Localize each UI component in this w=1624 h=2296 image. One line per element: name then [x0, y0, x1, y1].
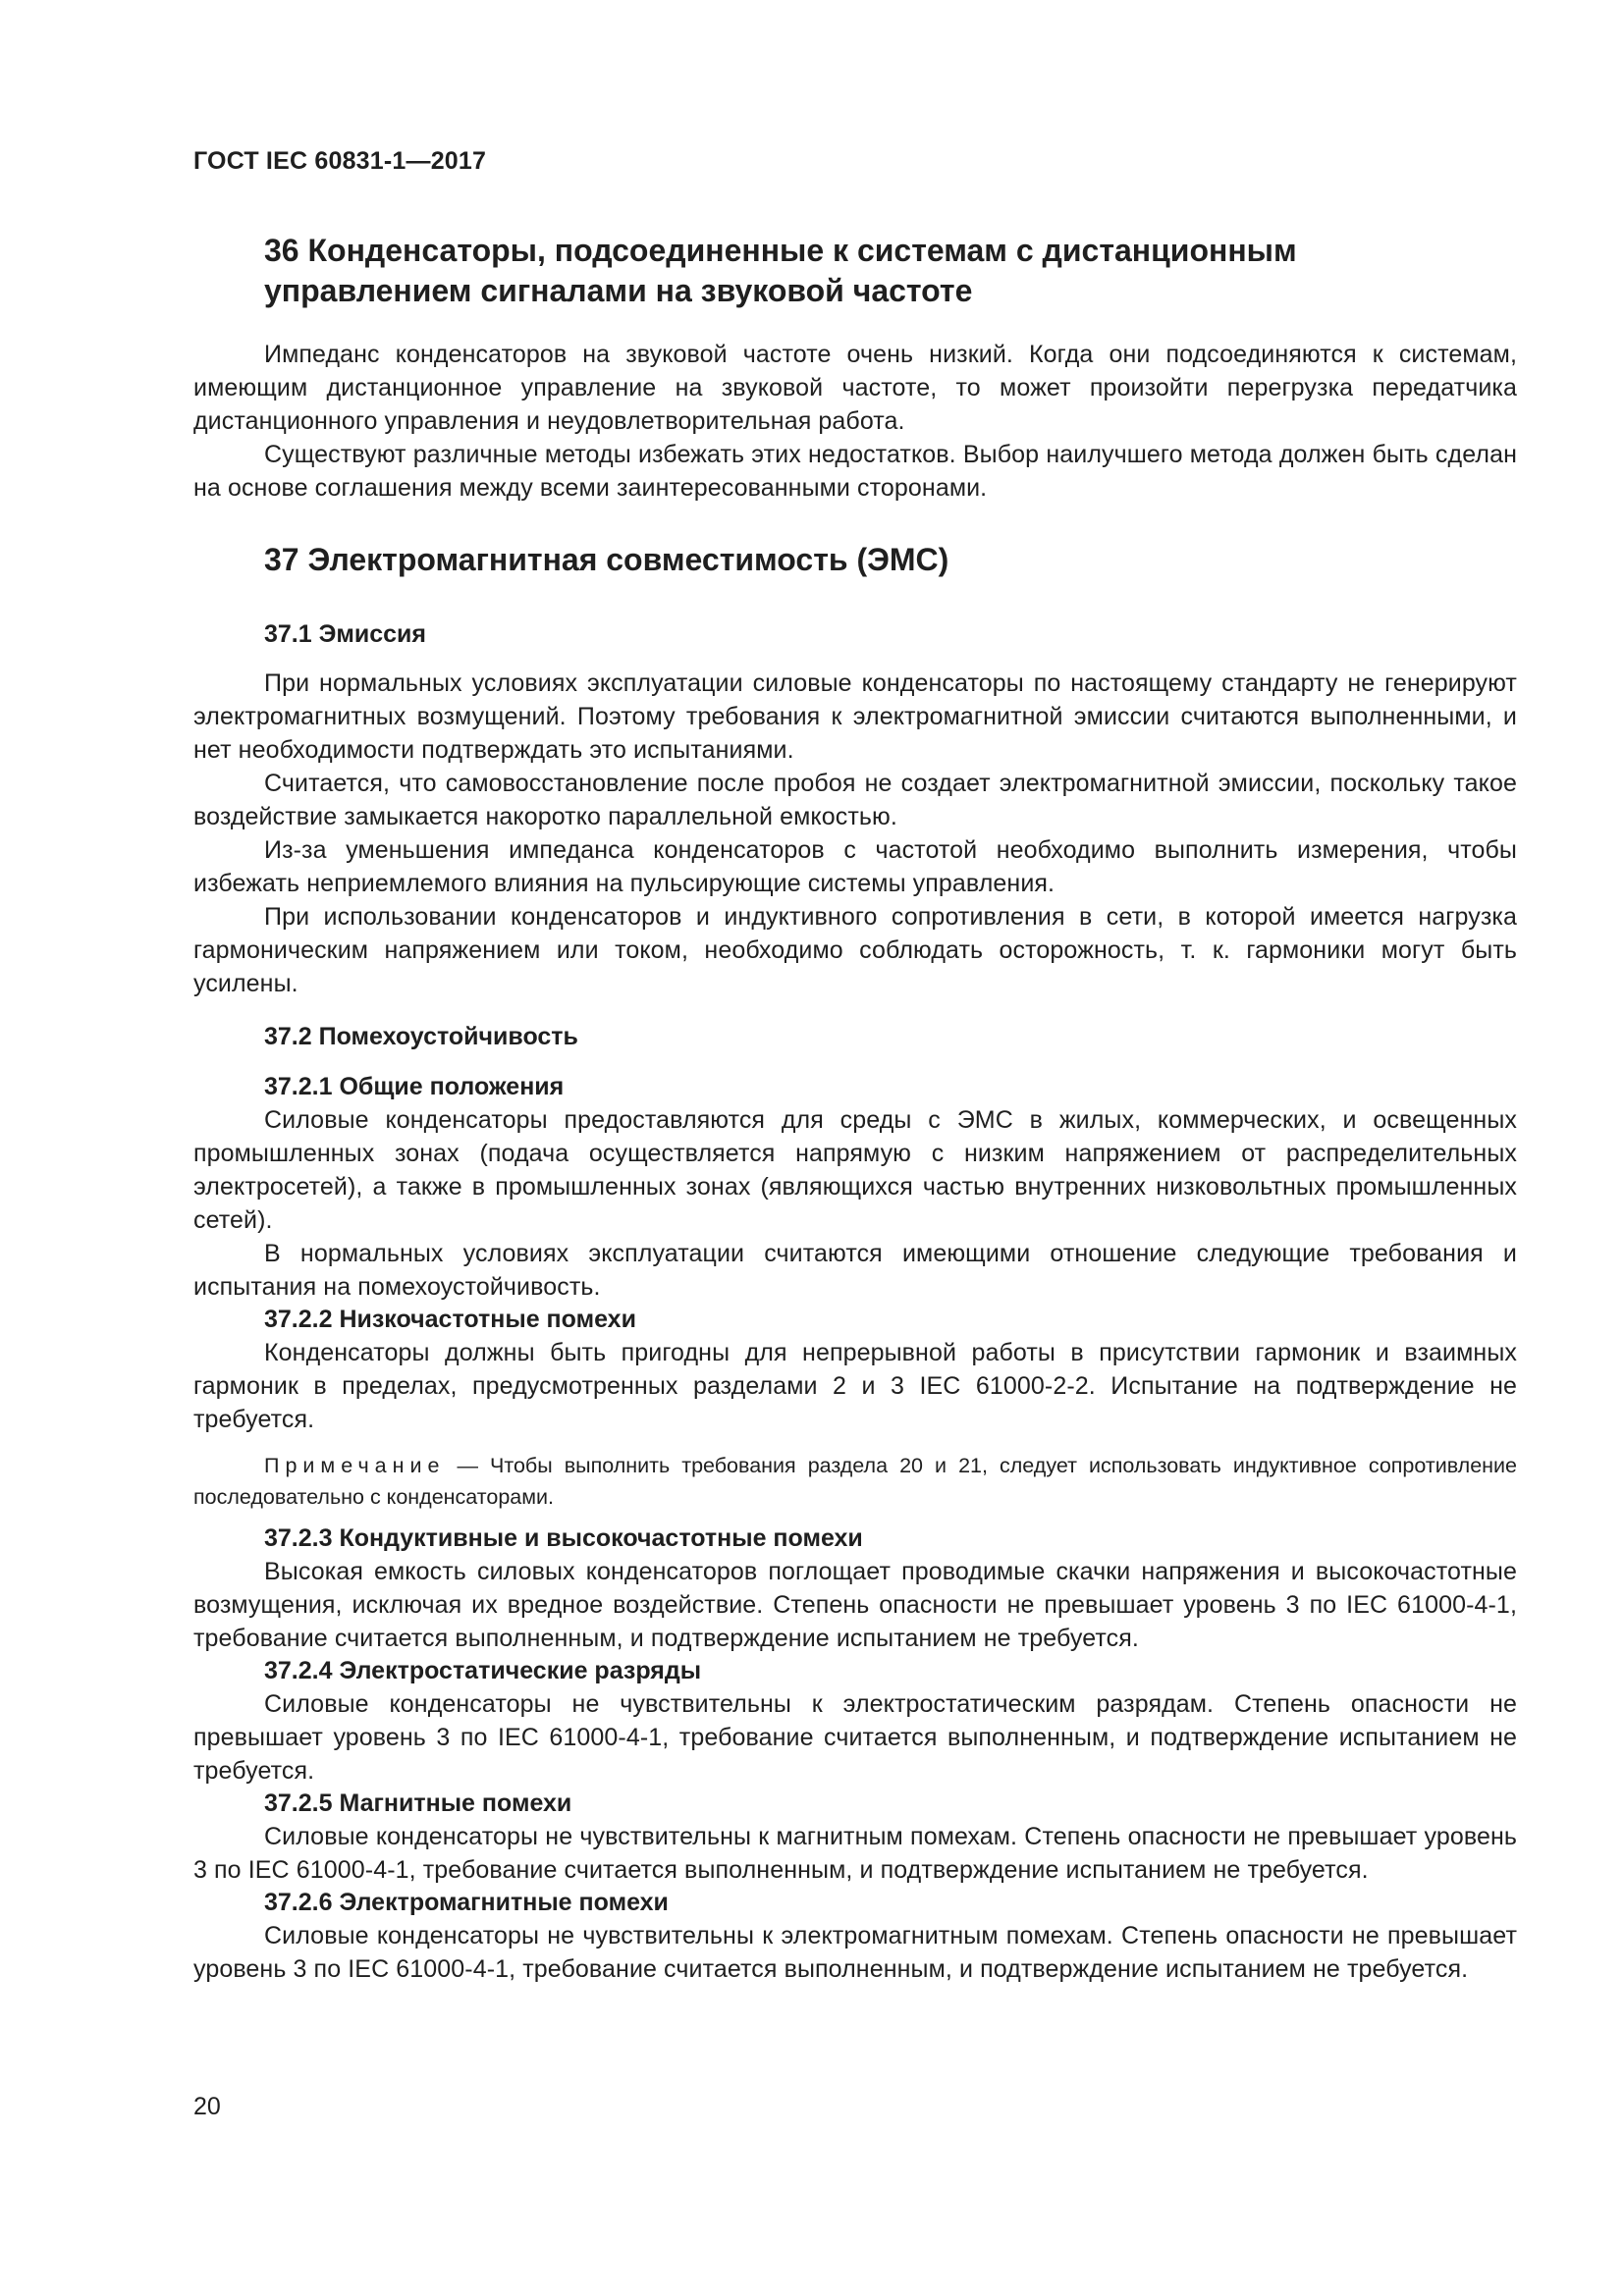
section-37-2-1-paragraph: Силовые конденсаторы предоставляются для среды с ЭМС в жилых, коммерческих, и освещенных промышленных зонах (подача осуществляется напрямую с низким напряжением от распределительных электросетей), а также в промышленных зонах (являющихся частью внутренних низковольтных промышленных сетей). — [193, 1106, 1517, 1234]
section-37-2-1-title: 37.2.1 Общие положения — [264, 1073, 565, 1100]
section-37-2-3-title: 37.2.3 Кондуктивные и высокочастотные помехи — [264, 1524, 863, 1552]
section-37-title: 37 Электромагнитная совместимость (ЭМС) — [264, 542, 949, 577]
note-text: — Чтобы выполнить требования раздела 20 и 21, следует использовать индуктивное сопротивление последовательно с конденсаторами. — [193, 1454, 1517, 1509]
section-37-2-6-paragraph: Силовые конденсаторы не чувствительны к электромагнитным помехам. Степень опасности не превышает уровень 3 по IEC 61000-4-1, требование считается выполненным, и подтверждение испытанием не требуется. — [193, 1922, 1517, 1983]
section-37-2-6-title: 37.2.6 Электромагнитные помехи — [264, 1889, 669, 1916]
section-36-paragraph: Импеданс конденсаторов на звуковой частоте очень низкий. Когда они подсоединяются к системам, имеющим дистанционное управление на звуковой частоте, то может произойти перегрузка передатчика дистанционного управления и неудовлетворительная работа. — [193, 341, 1517, 435]
section-37-1-paragraph: Из-за уменьшения импеданса конденсаторов с частотой необходимо выполнить измерения, чтобы избежать неприемлемого влияния на пульсирующие системы управления. — [193, 836, 1517, 897]
section-37-1-paragraph: При использовании конденсаторов и индуктивного сопротивления в сети, в которой имеется нагрузка гармоническим напряжением или током, необходимо соблюдать осторожность, т. к. гармоники могут быть усилены. — [193, 903, 1517, 997]
section-37-2-2-title: 37.2.2 Низкочастотные помехи — [264, 1306, 636, 1333]
note-block — [193, 1450, 1517, 1513]
document-code-header: ГОСТ IEC 60831-1—2017 — [193, 147, 487, 175]
section-37-1-paragraph: Считается, что самовосстановление после пробоя не создает электромагнитной эмиссии, поскольку такое воздействие замыкается накоротко параллельной емкостью. — [193, 770, 1517, 830]
section-37-2-4-paragraph: Силовые конденсаторы не чувствительны к электростатическим разрядам. Степень опасности не превышает уровень 3 по IEC 61000-4-1, требование считается выполненным, и подтверждение испытанием не требуется. — [193, 1690, 1517, 1785]
section-36-paragraph: Существуют различные методы избежать этих недостатков. Выбор наилучшего метода должен быть сделан на основе соглашения между всеми заинтересованными сторонами. — [193, 441, 1517, 502]
section-37-1-paragraph: При нормальных условиях эксплуатации силовые конденсаторы по настоящему стандарту не генерируют электромагнитных возмущений. Поэтому требования к электромагнитной эмиссии считаются выполненными, и нет необходимости подтверждать это испытаниями. — [193, 669, 1517, 764]
section-37-2-2-paragraph: Конденсаторы должны быть пригодны для непрерывной работы в присутствии гармоник и взаимных гармоник в пределах, предусмотренных разделами 2 и 3 IEC 61000-2-2. Испытание на подтверждение не требуется. — [193, 1339, 1517, 1433]
section-36-title — [193, 231, 1517, 311]
section-36-title-line2: управлением сигналами на звуковой частоте — [264, 273, 973, 308]
section-37-2-5-title: 37.2.5 Магнитные помехи — [264, 1789, 572, 1817]
section-37-2-1-paragraph: В нормальных условиях эксплуатации считаются имеющими отношение следующие требования и испытания на помехоустойчивость. — [193, 1240, 1517, 1301]
document-page — [193, 147, 1517, 1986]
section-37-1-title: 37.1 Эмиссия — [264, 620, 427, 648]
section-37-2-5-paragraph: Силовые конденсаторы не чувствительны к магнитным помехам. Степень опасности не превышает уровень 3 по IEC 61000-4-1, требование считается выполненным, и подтверждение испытанием не требуется. — [193, 1823, 1517, 1884]
section-37-2-3-paragraph: Высокая емкость силовых конденсаторов поглощает проводимые скачки напряжения и высокочастотные возмущения, исключая их вредное воздействие. Степень опасности не превышает уровень 3 по IEC 61000-4-1, требование считается выполненным, и подтверждение испытанием не требуется. — [193, 1558, 1517, 1652]
page-number: 20 — [193, 2093, 221, 2120]
section-36-title-line1: 36 Конденсаторы, подсоединенные к системам с дистанционным — [264, 233, 1297, 268]
section-37-2-4-title: 37.2.4 Электростатические разряды — [264, 1657, 702, 1684]
section-37-2-title: 37.2 Помехоустойчивость — [264, 1023, 578, 1050]
note-label: Примечание — [264, 1454, 446, 1477]
